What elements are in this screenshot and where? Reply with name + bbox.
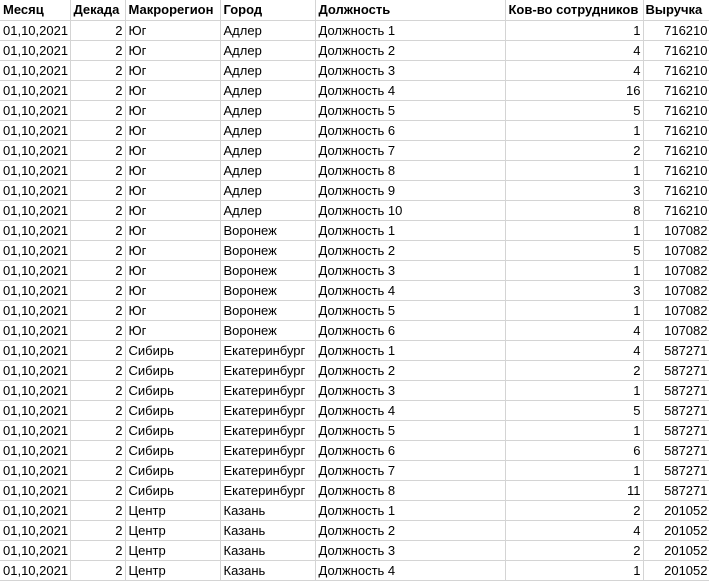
count-cell[interactable]: 1 xyxy=(505,380,643,400)
decade-cell[interactable]: 2 xyxy=(70,280,125,300)
table-row xyxy=(0,540,709,560)
month-cell[interactable]: 01,10,2021 xyxy=(0,420,70,440)
table-row xyxy=(0,480,709,500)
month-cell[interactable]: 01,10,2021 xyxy=(0,260,70,280)
position-cell[interactable]: Должность 8 xyxy=(315,160,505,180)
region-cell[interactable]: Центр xyxy=(125,520,220,540)
decade-cell[interactable]: 2 xyxy=(70,20,125,40)
region-cell[interactable]: Юг xyxy=(125,300,220,320)
revenue-cell[interactable]: 716210 xyxy=(643,200,709,220)
table-row xyxy=(0,240,709,260)
city-cell[interactable]: Воронеж xyxy=(220,320,315,340)
table-row xyxy=(0,60,709,80)
city-cell[interactable]: Воронеж xyxy=(220,280,315,300)
month-cell[interactable]: 01,10,2021 xyxy=(0,520,70,540)
table-row xyxy=(0,100,709,120)
revenue-cell[interactable]: 716210 xyxy=(643,120,709,140)
table-row xyxy=(0,460,709,480)
decade-cell[interactable]: 2 xyxy=(70,340,125,360)
region-cell[interactable]: Сибирь xyxy=(125,360,220,380)
decade-cell[interactable]: 2 xyxy=(70,120,125,140)
position-cell[interactable]: Должность 6 xyxy=(315,440,505,460)
count-cell[interactable]: 2 xyxy=(505,500,643,520)
decade-cell[interactable]: 2 xyxy=(70,440,125,460)
revenue-cell[interactable]: 716210 xyxy=(643,80,709,100)
region-cell[interactable]: Юг xyxy=(125,220,220,240)
month-cell[interactable]: 01,10,2021 xyxy=(0,360,70,380)
region-cell[interactable]: Юг xyxy=(125,240,220,260)
decade-cell[interactable]: 2 xyxy=(70,420,125,440)
city-cell[interactable]: Казань xyxy=(220,500,315,520)
table-row xyxy=(0,440,709,460)
city-cell[interactable]: Екатеринбург xyxy=(220,380,315,400)
city-cell[interactable]: Адлер xyxy=(220,80,315,100)
decade-cell[interactable]: 2 xyxy=(70,220,125,240)
table-row xyxy=(0,20,709,40)
count-cell[interactable]: 8 xyxy=(505,200,643,220)
position-cell[interactable]: Должность 6 xyxy=(315,320,505,340)
count-cell[interactable]: 1 xyxy=(505,220,643,240)
header-cell-count[interactable]: Ков-во сотрудников xyxy=(505,0,643,20)
region-cell[interactable]: Сибирь xyxy=(125,460,220,480)
city-cell[interactable]: Екатеринбург xyxy=(220,360,315,380)
count-cell[interactable]: 1 xyxy=(505,160,643,180)
city-cell[interactable]: Екатеринбург xyxy=(220,420,315,440)
region-cell[interactable]: Юг xyxy=(125,260,220,280)
city-cell[interactable]: Воронеж xyxy=(220,260,315,280)
position-cell[interactable]: Должность 10 xyxy=(315,200,505,220)
region-cell[interactable]: Юг xyxy=(125,120,220,140)
month-cell[interactable]: 01,10,2021 xyxy=(0,140,70,160)
header-cell-region[interactable]: Макрорегион xyxy=(125,0,220,20)
revenue-cell[interactable]: 201052 xyxy=(643,540,709,560)
position-cell[interactable]: Должность 6 xyxy=(315,120,505,140)
revenue-cell[interactable]: 107082 xyxy=(643,220,709,240)
table-row xyxy=(0,140,709,160)
table-row xyxy=(0,340,709,360)
city-cell[interactable]: Екатеринбург xyxy=(220,440,315,460)
decade-cell[interactable]: 2 xyxy=(70,400,125,420)
position-cell[interactable]: Должность 2 xyxy=(315,360,505,380)
month-cell[interactable]: 01,10,2021 xyxy=(0,540,70,560)
region-cell[interactable]: Сибирь xyxy=(125,440,220,460)
table-row xyxy=(0,280,709,300)
count-cell[interactable]: 16 xyxy=(505,80,643,100)
revenue-cell[interactable]: 716210 xyxy=(643,160,709,180)
position-cell[interactable]: Должность 9 xyxy=(315,180,505,200)
count-cell[interactable]: 4 xyxy=(505,520,643,540)
decade-cell[interactable]: 2 xyxy=(70,80,125,100)
revenue-cell[interactable]: 716210 xyxy=(643,40,709,60)
count-cell[interactable]: 2 xyxy=(505,540,643,560)
decade-cell[interactable]: 2 xyxy=(70,240,125,260)
city-cell[interactable]: Казань xyxy=(220,520,315,540)
revenue-cell[interactable]: 107082 xyxy=(643,300,709,320)
position-cell[interactable]: Должность 7 xyxy=(315,460,505,480)
city-cell[interactable]: Казань xyxy=(220,560,315,580)
count-cell[interactable]: 2 xyxy=(505,360,643,380)
position-cell[interactable]: Должность 1 xyxy=(315,20,505,40)
month-cell[interactable]: 01,10,2021 xyxy=(0,300,70,320)
region-cell[interactable]: Центр xyxy=(125,500,220,520)
position-cell[interactable]: Должность 5 xyxy=(315,300,505,320)
month-cell[interactable]: 01,10,2021 xyxy=(0,440,70,460)
position-cell[interactable]: Должность 4 xyxy=(315,280,505,300)
revenue-cell[interactable]: 587271 xyxy=(643,420,709,440)
position-cell[interactable]: Должность 2 xyxy=(315,240,505,260)
region-cell[interactable]: Юг xyxy=(125,160,220,180)
count-cell[interactable]: 1 xyxy=(505,260,643,280)
city-cell[interactable]: Адлер xyxy=(220,100,315,120)
city-cell[interactable]: Адлер xyxy=(220,40,315,60)
revenue-cell[interactable]: 716210 xyxy=(643,60,709,80)
position-cell[interactable]: Должность 3 xyxy=(315,540,505,560)
count-cell[interactable]: 1 xyxy=(505,560,643,580)
month-cell[interactable]: 01,10,2021 xyxy=(0,60,70,80)
count-cell[interactable]: 1 xyxy=(505,20,643,40)
table-row xyxy=(0,80,709,100)
revenue-cell[interactable]: 107082 xyxy=(643,240,709,260)
position-cell[interactable]: Должность 5 xyxy=(315,100,505,120)
position-cell[interactable]: Должность 2 xyxy=(315,40,505,60)
count-cell[interactable]: 1 xyxy=(505,420,643,440)
table-row xyxy=(0,400,709,420)
revenue-cell[interactable]: 201052 xyxy=(643,560,709,580)
header-cell-city[interactable]: Город xyxy=(220,0,315,20)
revenue-cell[interactable]: 107082 xyxy=(643,280,709,300)
month-cell[interactable]: 01,10,2021 xyxy=(0,120,70,140)
count-cell[interactable]: 4 xyxy=(505,320,643,340)
position-cell[interactable]: Должность 1 xyxy=(315,220,505,240)
table-row xyxy=(0,260,709,280)
header-cell-decade[interactable]: Декада xyxy=(70,0,125,20)
table-row xyxy=(0,420,709,440)
month-cell[interactable]: 01,10,2021 xyxy=(0,380,70,400)
city-cell[interactable]: Адлер xyxy=(220,200,315,220)
decade-cell[interactable]: 2 xyxy=(70,480,125,500)
position-cell[interactable]: Должность 3 xyxy=(315,260,505,280)
month-cell[interactable]: 01,10,2021 xyxy=(0,400,70,420)
month-cell[interactable]: 01,10,2021 xyxy=(0,40,70,60)
count-cell[interactable]: 4 xyxy=(505,40,643,60)
table-row xyxy=(0,220,709,240)
decade-cell[interactable]: 2 xyxy=(70,360,125,380)
city-cell[interactable]: Екатеринбург xyxy=(220,340,315,360)
decade-cell[interactable]: 2 xyxy=(70,180,125,200)
table-row xyxy=(0,120,709,140)
position-cell[interactable]: Должность 4 xyxy=(315,560,505,580)
table-row xyxy=(0,200,709,220)
decade-cell[interactable]: 2 xyxy=(70,200,125,220)
position-cell[interactable]: Должность 2 xyxy=(315,520,505,540)
month-cell[interactable]: 01,10,2021 xyxy=(0,320,70,340)
table-row xyxy=(0,360,709,380)
month-cell[interactable]: 01,10,2021 xyxy=(0,460,70,480)
month-cell[interactable]: 01,10,2021 xyxy=(0,80,70,100)
city-cell[interactable]: Екатеринбург xyxy=(220,480,315,500)
decade-cell[interactable]: 2 xyxy=(70,460,125,480)
table-row xyxy=(0,160,709,180)
revenue-cell[interactable]: 716210 xyxy=(643,100,709,120)
city-cell[interactable]: Воронеж xyxy=(220,220,315,240)
region-cell[interactable]: Юг xyxy=(125,20,220,40)
month-cell[interactable]: 01,10,2021 xyxy=(0,500,70,520)
decade-cell[interactable]: 2 xyxy=(70,560,125,580)
table-body xyxy=(0,20,709,580)
region-cell[interactable]: Сибирь xyxy=(125,340,220,360)
count-cell[interactable]: 4 xyxy=(505,60,643,80)
city-cell[interactable]: Адлер xyxy=(220,120,315,140)
revenue-cell[interactable]: 716210 xyxy=(643,140,709,160)
position-cell[interactable]: Должность 5 xyxy=(315,420,505,440)
count-cell[interactable]: 1 xyxy=(505,300,643,320)
region-cell[interactable]: Юг xyxy=(125,60,220,80)
decade-cell[interactable]: 2 xyxy=(70,260,125,280)
position-cell[interactable]: Должность 8 xyxy=(315,480,505,500)
region-cell[interactable]: Юг xyxy=(125,280,220,300)
region-cell[interactable]: Центр xyxy=(125,560,220,580)
month-cell[interactable]: 01,10,2021 xyxy=(0,100,70,120)
decade-cell[interactable]: 2 xyxy=(70,40,125,60)
count-cell[interactable]: 5 xyxy=(505,400,643,420)
month-cell[interactable]: 01,10,2021 xyxy=(0,180,70,200)
region-cell[interactable]: Юг xyxy=(125,140,220,160)
decade-cell[interactable]: 2 xyxy=(70,100,125,120)
city-cell[interactable]: Воронеж xyxy=(220,300,315,320)
count-cell[interactable]: 6 xyxy=(505,440,643,460)
decade-cell[interactable]: 2 xyxy=(70,60,125,80)
count-cell[interactable]: 11 xyxy=(505,480,643,500)
decade-cell[interactable]: 2 xyxy=(70,300,125,320)
count-cell[interactable]: 5 xyxy=(505,240,643,260)
region-cell[interactable]: Сибирь xyxy=(125,400,220,420)
city-cell[interactable]: Воронеж xyxy=(220,240,315,260)
position-cell[interactable]: Должность 1 xyxy=(315,500,505,520)
region-cell[interactable]: Юг xyxy=(125,40,220,60)
revenue-cell[interactable]: 587271 xyxy=(643,480,709,500)
count-cell[interactable]: 2 xyxy=(505,140,643,160)
city-cell[interactable]: Казань xyxy=(220,540,315,560)
decade-cell[interactable]: 2 xyxy=(70,500,125,520)
count-cell[interactable]: 5 xyxy=(505,100,643,120)
count-cell[interactable]: 1 xyxy=(505,460,643,480)
region-cell[interactable]: Юг xyxy=(125,100,220,120)
month-cell[interactable]: 01,10,2021 xyxy=(0,560,70,580)
month-cell[interactable]: 01,10,2021 xyxy=(0,240,70,260)
region-cell[interactable]: Сибирь xyxy=(125,480,220,500)
header-cell-month[interactable]: Месяц xyxy=(0,0,70,20)
table-row xyxy=(0,180,709,200)
month-cell[interactable]: 01,10,2021 xyxy=(0,220,70,240)
count-cell[interactable]: 3 xyxy=(505,180,643,200)
month-cell[interactable]: 01,10,2021 xyxy=(0,20,70,40)
revenue-cell[interactable]: 716210 xyxy=(643,20,709,40)
revenue-cell[interactable]: 587271 xyxy=(643,360,709,380)
decade-cell[interactable]: 2 xyxy=(70,320,125,340)
city-cell[interactable]: Екатеринбург xyxy=(220,460,315,480)
revenue-cell[interactable]: 587271 xyxy=(643,400,709,420)
decade-cell[interactable]: 2 xyxy=(70,520,125,540)
month-cell[interactable]: 01,10,2021 xyxy=(0,280,70,300)
city-cell[interactable]: Адлер xyxy=(220,180,315,200)
header-row xyxy=(0,0,709,20)
header-cell-revenue[interactable]: Выручка xyxy=(643,0,709,20)
table-row xyxy=(0,40,709,60)
decade-cell[interactable]: 2 xyxy=(70,540,125,560)
decade-cell[interactable]: 2 xyxy=(70,140,125,160)
revenue-cell[interactable]: 107082 xyxy=(643,320,709,340)
city-cell[interactable]: Адлер xyxy=(220,140,315,160)
region-cell[interactable]: Юг xyxy=(125,320,220,340)
region-cell[interactable]: Сибирь xyxy=(125,420,220,440)
city-cell[interactable]: Адлер xyxy=(220,160,315,180)
revenue-cell[interactable]: 587271 xyxy=(643,440,709,460)
region-cell[interactable]: Юг xyxy=(125,80,220,100)
table-row xyxy=(0,300,709,320)
revenue-cell[interactable]: 201052 xyxy=(643,520,709,540)
region-cell[interactable]: Юг xyxy=(125,180,220,200)
region-cell[interactable]: Юг xyxy=(125,200,220,220)
position-cell[interactable]: Должность 3 xyxy=(315,60,505,80)
table-row xyxy=(0,320,709,340)
revenue-cell[interactable]: 107082 xyxy=(643,260,709,280)
region-cell[interactable]: Сибирь xyxy=(125,380,220,400)
month-cell[interactable]: 01,10,2021 xyxy=(0,340,70,360)
header-cell-position[interactable]: Должность xyxy=(315,0,505,20)
month-cell[interactable]: 01,10,2021 xyxy=(0,480,70,500)
table-row xyxy=(0,380,709,400)
decade-cell[interactable]: 2 xyxy=(70,380,125,400)
position-cell[interactable]: Должность 1 xyxy=(315,340,505,360)
revenue-cell[interactable]: 587271 xyxy=(643,460,709,480)
city-cell[interactable]: Адлер xyxy=(220,60,315,80)
table-row xyxy=(0,560,709,580)
region-cell[interactable]: Центр xyxy=(125,540,220,560)
count-cell[interactable]: 1 xyxy=(505,120,643,140)
city-cell[interactable]: Адлер xyxy=(220,20,315,40)
revenue-cell[interactable]: 587271 xyxy=(643,340,709,360)
month-cell[interactable]: 01,10,2021 xyxy=(0,200,70,220)
position-cell[interactable]: Должность 4 xyxy=(315,80,505,100)
count-cell[interactable]: 3 xyxy=(505,280,643,300)
city-cell[interactable]: Екатеринбург xyxy=(220,400,315,420)
revenue-cell[interactable]: 201052 xyxy=(643,500,709,520)
position-cell[interactable]: Должность 3 xyxy=(315,380,505,400)
position-cell[interactable]: Должность 7 xyxy=(315,140,505,160)
month-cell[interactable]: 01,10,2021 xyxy=(0,160,70,180)
revenue-cell[interactable]: 716210 xyxy=(643,180,709,200)
revenue-cell[interactable]: 587271 xyxy=(643,380,709,400)
position-cell[interactable]: Должность 4 xyxy=(315,400,505,420)
count-cell[interactable]: 4 xyxy=(505,340,643,360)
table-row xyxy=(0,500,709,520)
table-row xyxy=(0,520,709,540)
decade-cell[interactable]: 2 xyxy=(70,160,125,180)
